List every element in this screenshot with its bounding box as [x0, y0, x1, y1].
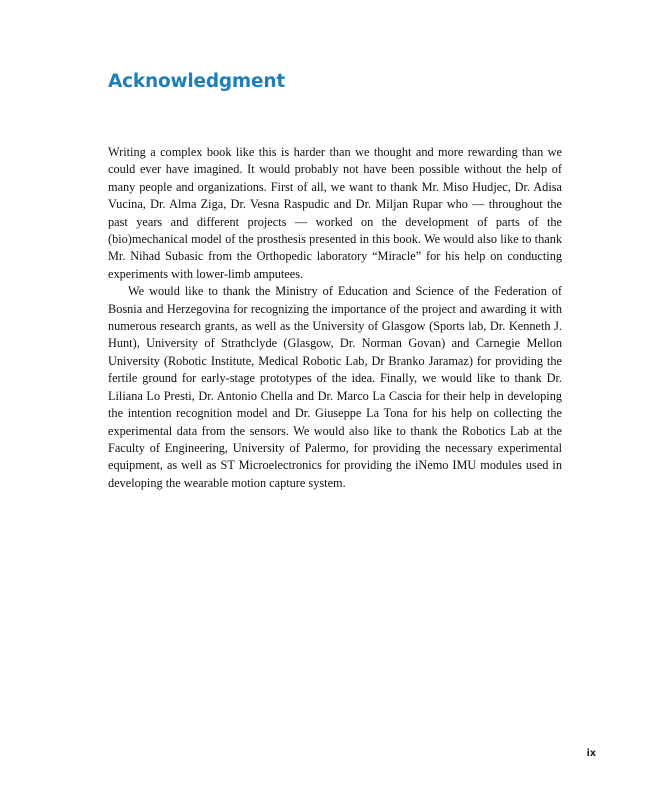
paragraph-1: Writing a complex book like this is harder than we thought and more rewarding than we could ever have imagined. It would probably not have been possible without the help of many people and organizations. First of all, we want to thank Mr. Miso Hudjec, Dr. Adisa Vucina, Dr. Alma Ziga, Dr. Vesna Raspudic and Dr. Miljan Rupar who — throughout the past years and different projects — worked on the development of parts of the (bio)mechanical model of the prosthesis presented in this book. We would also like to thank Mr. Nihad Subasic from the Orthopedic laboratory “Miracle” for his help on conducting experiments with lower-limb amputees.: [108, 145, 562, 281]
page-title: Acknowledgment: [108, 71, 285, 92]
paragraph-2: We would like to thank the Ministry of Education and Science of the Federation of Bosnia and Herzegovina for recognizing the importance of the project and awarding it with numerous research grants, as well as the University of Glasgow (Sports lab, Dr. Kenneth J. Hunt), University of Strathclyde (Glasgow, Dr. Norman Govan) and Carnegie Mellon University (Robotic Institute, Medical Robotic Lab, Dr Branko Jaramaz) for providing the fertile ground for early-stage prototypes of the idea. Finally, we would like to thank Dr. Liliana Lo Presti, Dr. Antonio Chella and Dr. Marco La Cascia for their help in developing the intention recognition model and Dr. Giuseppe La Tona for his help on collecting the experimental data from the sensors. We would also like to thank the Robotics Lab at the Faculty of Engineering, University of Palermo, for providing the necessary experimental equipment, as well as ST Microelectronics for providing the iNemo IMU modules used in developing the wearable motion capture system.: [108, 284, 562, 490]
acknowledgment-body: [108, 144, 562, 492]
page-number: ix: [586, 748, 596, 759]
